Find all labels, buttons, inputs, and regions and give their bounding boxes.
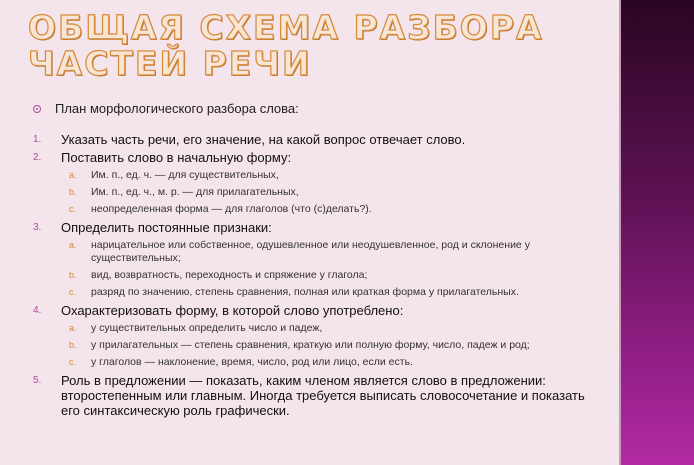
item-number: 2. [33,152,42,163]
sub-item-letter: a. [69,323,77,333]
sub-item-text: у прилагательных — степень сравнения, краткую или полную форму, число, падеж и род; [91,339,530,351]
item-text: Поставить слово в начальную форму: [61,150,292,165]
sub-item-letter: c. [69,204,77,214]
sub-item-letter: b. [69,270,77,280]
list-item [33,150,593,216]
list-item [33,220,593,299]
item-number: 4. [33,305,42,316]
sub-item-letter: c. [69,357,77,367]
sub-item-text: неопределенная форма — для глаголов (что (с)делать?). [91,203,372,215]
sub-item [69,269,593,282]
sub-list [69,239,593,299]
item-text: Роль в предложении — показать, каким членом является слово в предложении: второстепенным или главным. Иногда требуется выписать словосочетание и показать его синтаксическую роль графически. [61,373,585,418]
item-text: Охарактеризовать форму, в которой слово употреблено: [61,303,404,318]
sub-item-text: Им. п., ед. ч., м. р. — для прилагательных, [91,186,299,198]
sub-item-text: нарицательное или собственное, одушевленное или неодушевленное, род и склонение у существительных; [91,239,530,264]
slide-title: ОБЩАЯ СХЕМА РАЗБОРА ЧАСТЕЙ РЕЧИ [28,8,544,83]
item-text: Определить постоянные признаки: [61,220,272,235]
sub-item [69,186,593,199]
item-number: 3. [33,222,42,233]
circle-bullet-icon [33,105,41,113]
sub-item [69,286,593,299]
sub-item-letter: b. [69,187,77,197]
sub-item-text: у глаголов — наклонение, время, число, род или лицо, если есть. [91,356,413,368]
list-item [33,132,593,147]
sub-item [69,239,593,265]
item-number: 5. [33,375,42,386]
sub-item-text: разряд по значению, степень сравнения, полная или краткая форма у прилагательных. [91,286,519,298]
list-item [33,373,593,418]
intro-text: План морфологического разбора слова: [55,101,299,116]
sub-item-letter: a. [69,170,77,180]
numbered-list [33,132,593,421]
item-number: 1. [33,134,42,145]
sub-item [69,203,593,216]
sub-item-text: вид, возвратность, переходность и спряжение у глагола; [91,269,368,281]
sub-item-letter: a. [69,240,77,250]
sub-item-letter: c. [69,287,77,297]
sub-list [69,169,593,216]
sub-item-text: Им. п., ед. ч. — для существительных, [91,169,279,181]
item-text: Указать часть речи, его значение, на какой вопрос отвечает слово. [61,132,466,147]
sub-item-letter: b. [69,340,77,350]
sub-item [69,356,593,369]
sub-item [69,169,593,182]
intro-line [33,101,299,116]
sub-item [69,322,593,335]
sub-item [69,339,593,352]
sub-list [69,322,593,369]
sub-item-text: у существительных определить число и падеж, [91,322,323,334]
list-item [33,303,593,369]
decorative-side-stripe [621,0,694,465]
